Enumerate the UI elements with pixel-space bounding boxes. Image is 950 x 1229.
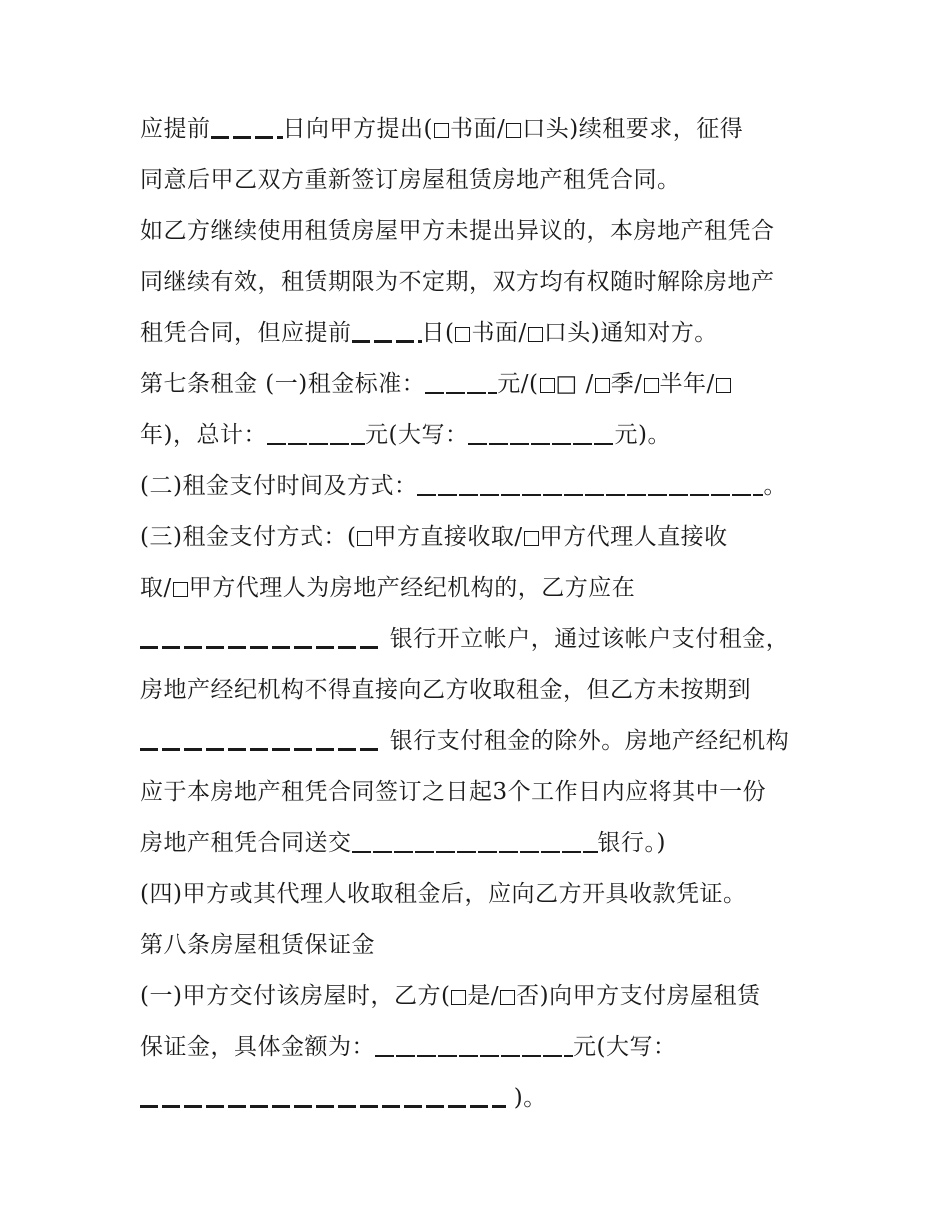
text-segment: 租凭合同，但应提前 — [140, 320, 352, 346]
text-segment: 日( — [421, 320, 455, 346]
text-segment: 口头)续租要求，征得 — [522, 116, 744, 142]
text-line — [140, 369, 820, 399]
text-segment: 日向甲方提出( — [282, 116, 433, 142]
text-segment: (一)甲方交付该房屋时，乙方( — [140, 983, 451, 1009]
text-segment: (四)甲方或其代理人收取租金后，应向乙方开具收款凭证。 — [140, 881, 747, 907]
text-line — [140, 1083, 820, 1113]
checkbox-icon — [528, 327, 543, 342]
text-segment: 否)向甲方支付房屋租赁 — [516, 983, 761, 1009]
text-segment: 应于本房地产租凭合同签订之日起3个工作日内应将其中一份 — [140, 779, 767, 805]
text-segment: 取/ — [140, 575, 172, 601]
text-line — [140, 981, 820, 1011]
fill-in-blank — [352, 329, 422, 343]
text-segment: (二)租金支付时间及方式： — [140, 473, 418, 499]
text-line — [140, 675, 820, 705]
text-segment: 是/ — [467, 983, 500, 1009]
text-segment: 应提前 — [140, 116, 211, 142]
text-segment: 元(大写： — [364, 422, 469, 448]
fill-in-blank — [417, 482, 763, 496]
text-line — [140, 1032, 820, 1062]
text-segment: 银行支付租金的除外。房地产经纪机构 — [382, 728, 790, 754]
text-line — [140, 624, 820, 654]
text-segment: 甲方直接收取/ — [373, 524, 523, 550]
text-segment: □ / — [555, 371, 594, 397]
fill-in-blank — [140, 1094, 506, 1108]
text-line — [140, 573, 820, 603]
text-line — [140, 114, 820, 144]
fill-in-blank — [425, 380, 497, 394]
text-line — [140, 777, 820, 807]
fill-in-blank — [468, 431, 614, 445]
fill-in-blank — [140, 737, 382, 751]
fill-in-blank — [140, 635, 382, 649]
text-segment: 保证金，具体金额为： — [140, 1034, 375, 1060]
checkbox-icon — [644, 378, 659, 393]
fill-in-blank — [352, 839, 598, 853]
text-segment: 甲方代理人直接收 — [539, 524, 728, 550]
text-line — [140, 318, 820, 348]
fill-in-blank — [211, 125, 283, 139]
text-segment: 。 — [763, 473, 787, 499]
text-segment: (三)租金支付方式：( — [140, 524, 357, 550]
fill-in-blank — [375, 1043, 573, 1057]
checkbox-icon — [500, 990, 515, 1005]
text-segment: 银行。) — [597, 830, 666, 856]
text-segment: 如乙方继续使用租赁房屋甲方未提出异议的，本房地产租凭合 — [140, 218, 775, 244]
text-line — [140, 267, 820, 297]
checkbox-icon — [540, 378, 555, 393]
text-segment: 元/( — [497, 371, 539, 397]
checkbox-icon — [524, 531, 539, 546]
checkbox-icon — [357, 531, 372, 546]
text-line — [140, 522, 820, 552]
checkbox-icon — [716, 378, 731, 393]
text-segment: 银行开立帐户，通过该帐户支付租金， — [382, 626, 790, 652]
text-segment: 甲方代理人为房地产经纪机构的，乙方应在 — [188, 575, 636, 601]
text-line — [140, 165, 820, 195]
text-line — [140, 879, 820, 909]
text-segment: 年)，总计： — [140, 422, 267, 448]
checkbox-icon — [595, 378, 610, 393]
checkbox-icon — [451, 990, 466, 1005]
text-segment: 书面/ — [449, 116, 506, 142]
text-segment: 口头)通知对方。 — [543, 320, 718, 346]
text-segment: 第七条租金 (一)租金标准： — [140, 371, 426, 397]
text-line — [140, 420, 820, 450]
text-segment: 半年/ — [659, 371, 715, 397]
text-segment: 元)。 — [614, 422, 671, 448]
checkbox-icon — [506, 123, 521, 138]
text-line — [140, 471, 820, 501]
text-segment: 同继续有效，租赁期限为不定期，双方均有权随时解除房地产 — [140, 269, 775, 295]
text-segment: 房地产租凭合同送交 — [140, 830, 352, 856]
text-segment: 书面/ — [471, 320, 527, 346]
text-segment: )。 — [506, 1085, 547, 1111]
text-segment: 元(大写： — [573, 1034, 677, 1060]
text-line — [140, 726, 820, 756]
text-segment: 第八条房屋租赁保证金 — [140, 932, 375, 958]
text-segment: 房地产经纪机构不得直接向乙方收取租金，但乙方未按期到 — [140, 677, 751, 703]
text-line — [140, 828, 820, 858]
text-line — [140, 930, 820, 960]
checkbox-icon — [455, 327, 470, 342]
text-segment: 季/ — [610, 371, 643, 397]
checkbox-icon — [173, 582, 188, 597]
checkbox-icon — [434, 123, 449, 138]
text-segment: 同意后甲乙双方重新签订房屋租赁房地产租凭合同。 — [140, 167, 681, 193]
text-line — [140, 216, 820, 246]
fill-in-blank — [267, 431, 365, 445]
